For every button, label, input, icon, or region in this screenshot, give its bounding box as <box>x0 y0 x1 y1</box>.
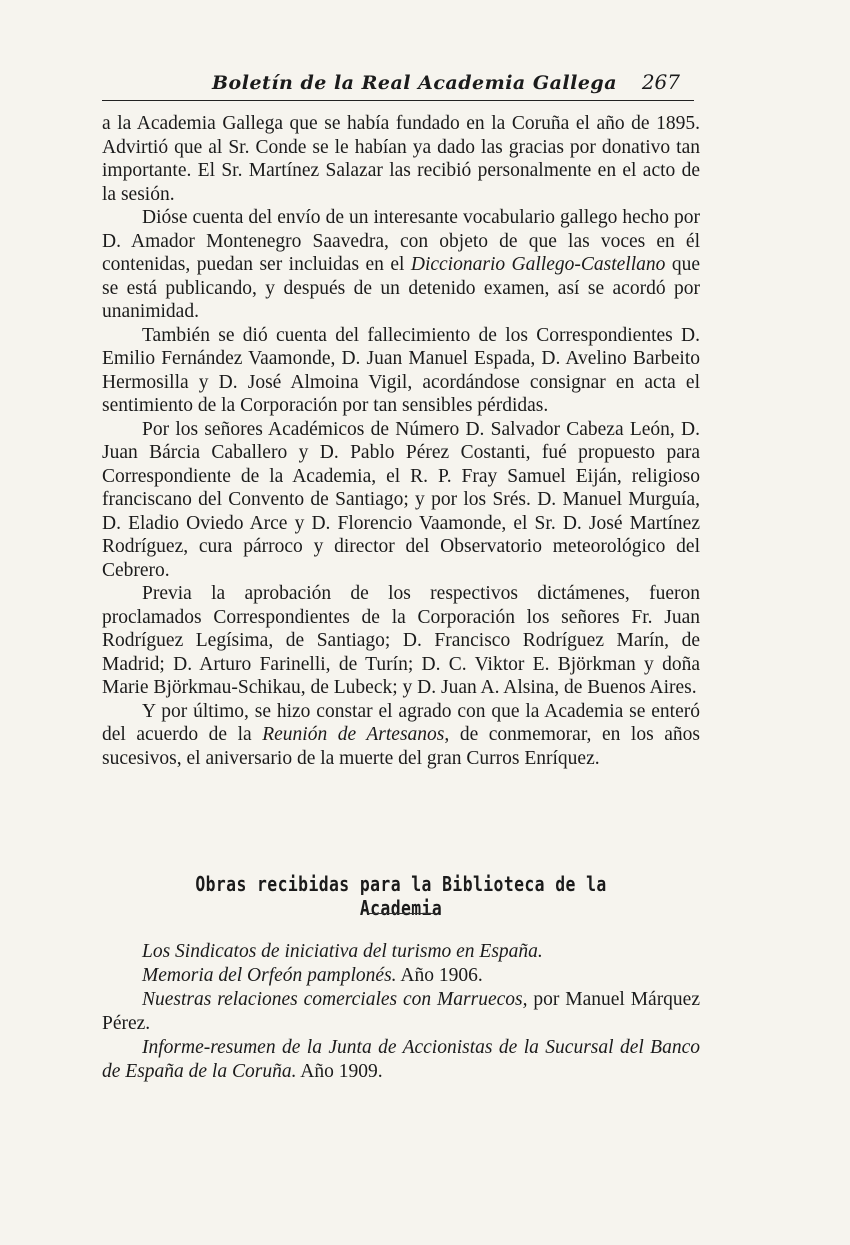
received-books-list <box>102 940 700 1084</box>
book-title: Informe-resumen de la Junta de Accionistas de la Sucursal del Banco de España de la Coruña. <box>102 1037 700 1082</box>
paragraph-1: a la Academia Gallega que se había fundado en la Coruña el año de 1895. Advirtió que al Sr. Conde se le habían ya dado las gracias por donativo tan importante. El Sr. Martínez Salazar las recibió personalmente en el acto de la sesión. <box>102 113 700 205</box>
page-number: 267 <box>641 70 680 94</box>
book-title: Memoria del Orfeón pamplonés. <box>142 965 397 986</box>
paragraph-6-text: Y por último, se hizo constar el agrado con que la Academia se enteró del acuerdo de la <box>102 700 700 745</box>
running-header <box>102 66 694 101</box>
book-details: Año 1909. <box>296 1061 383 1082</box>
journal-title: Boletín de la Real Academia Gallega <box>212 72 618 94</box>
paragraph-5: Previa la aprobación de los respectivos dictámenes, fueron proclamados Correspondientes de la Corporación los señores Fr. Juan Rodríguez Legísima, de Santiago; D. Francisco Rodríguez Marín, de Madrid; D. Arturo Farinelli, de Turín; D. C. Viktor E. Björkman y doña Marie Björkmau-Schikau, de Lubeck; y D. Juan A. Alsina, de Buenos Aires. <box>102 583 700 698</box>
section-heading: Obras recibidas para la Biblioteca de la Academia <box>195 872 607 920</box>
paragraph-3: También se dió cuenta del fallecimiento de los Correspondientes D. Emilio Fernández Vaamonde, D. Juan Manuel Espada, D. Avelino Barbeito Hermosilla y D. José Almoina Vigil, acordándose consignar en acta el sentimiento de la Corporación por tan sensibles pérdidas. <box>102 324 700 416</box>
paragraph-2-text: Dióse cuenta del envío de un interesante vocabulario gallego hecho por D. Amador Montenegro Saavedra, con objeto de que las voces en él contenidas, puedan ser incluidas en el <box>102 207 700 275</box>
paragraph-2 <box>102 206 700 324</box>
paragraph-2-tail: que se está publicando, y después de un detenido examen, así se acordó por unanimidad. <box>102 254 700 322</box>
book-entry <box>102 940 700 964</box>
dictionary-title: Diccionario Gallego-Castellano <box>410 254 666 275</box>
book-entry <box>102 964 700 988</box>
book-title: Nuestras relaciones comerciales con Marruecos, <box>142 989 528 1010</box>
body-text <box>102 112 700 770</box>
heading-rule <box>368 913 436 914</box>
paragraph-4: Por los señores Académicos de Número D. Salvador Cabeza León, D. Juan Bárcia Caballero y D. Pablo Pérez Costanti, fué propuesto para Correspondiente de la Academia, el R. P. Fray Samuel Eiján, religioso franciscano del Convento de Santiago; y por los Srés. D. Manuel Murguía, D. Eladio Oviedo Arce y D. Florencio Vaamonde, el Sr. D. José Martínez Rodríguez, cura párroco y director del Observatorio meteorológico del Cebrero. <box>102 418 700 581</box>
book-entry <box>102 1036 700 1084</box>
paragraph-6 <box>102 700 700 771</box>
reunion-title: Reunión de Artesanos <box>262 724 445 745</box>
book-entry <box>102 988 700 1036</box>
book-details: Año 1906. <box>396 965 483 986</box>
book-details: por Manuel Márquez Pérez. <box>102 989 700 1034</box>
paragraph-6-tail: , de conmemorar, en los años sucesivos, el aniversario de la muerte del gran Curros Enríquez. <box>102 724 700 769</box>
book-title: Los Sindicatos de iniciativa del turismo en España. <box>142 941 543 962</box>
